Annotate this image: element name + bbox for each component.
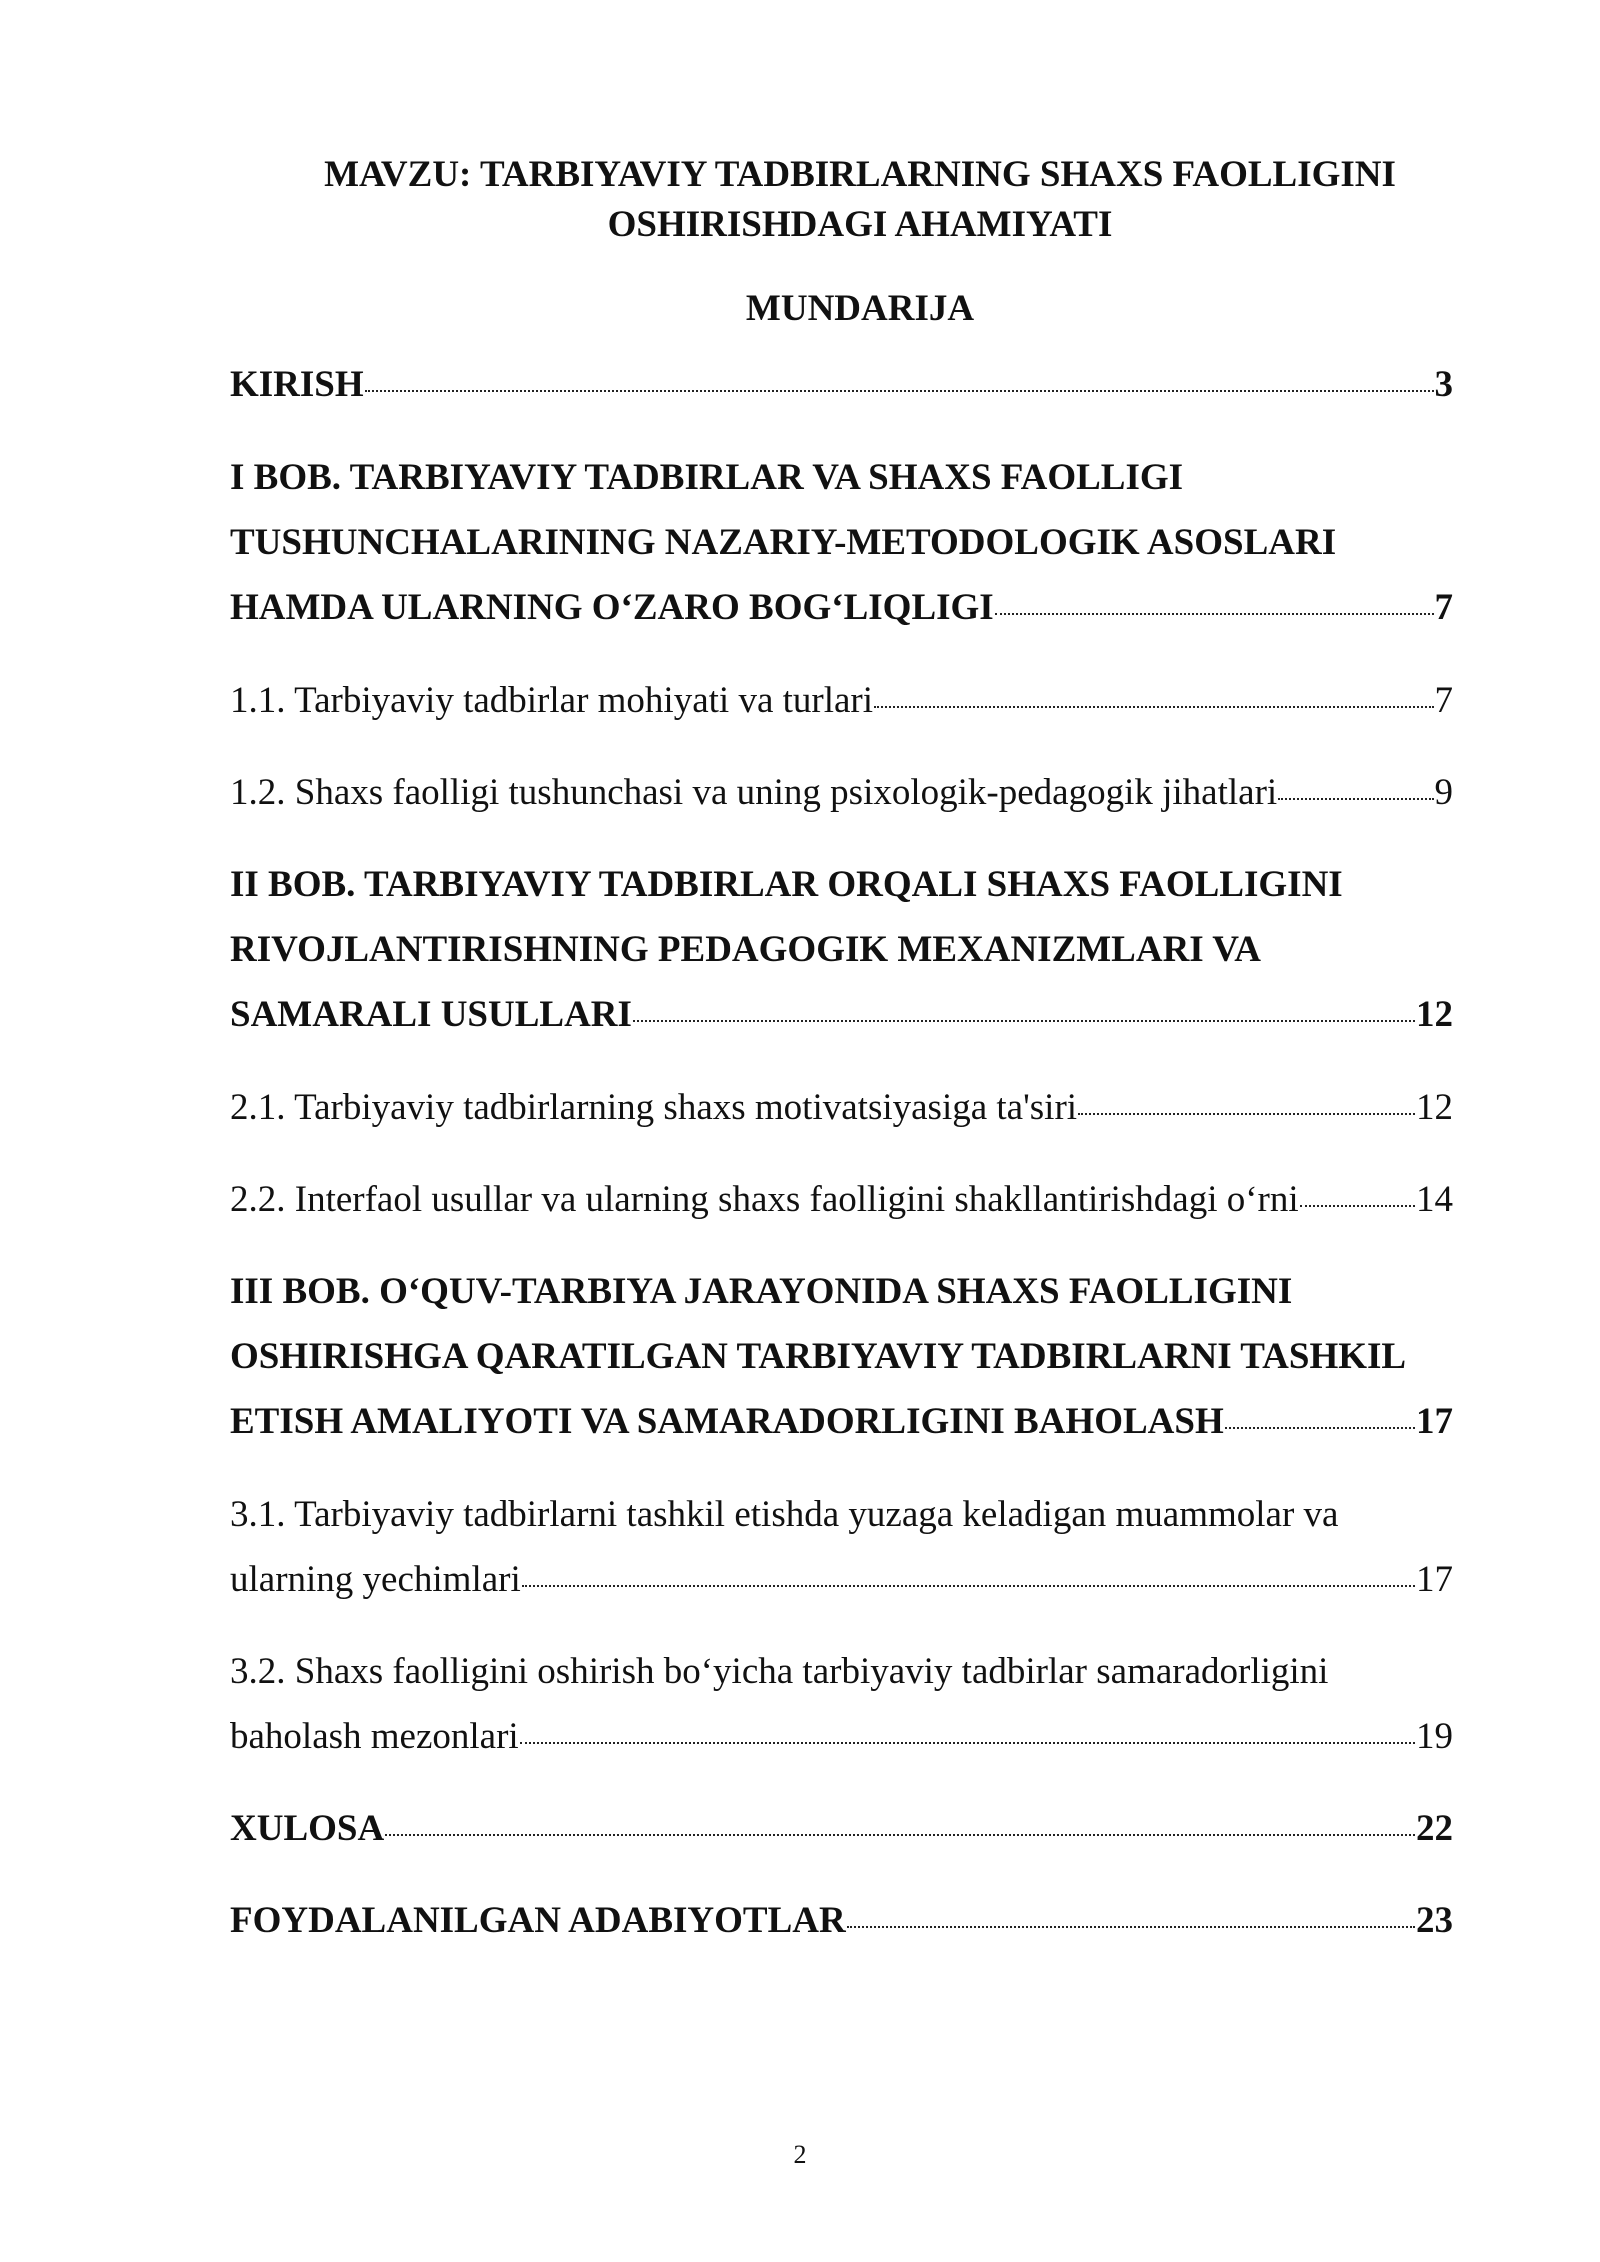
toc-heading: MUNDARIJA bbox=[745, 288, 975, 329]
toc-page-number: 7 bbox=[1434, 680, 1453, 721]
dot-leader bbox=[385, 1834, 1415, 1836]
toc-entry-label: KIRISH bbox=[230, 364, 364, 405]
toc-entry-chapter-3[interactable] bbox=[230, 1259, 1453, 1454]
toc-entry-section-3-1[interactable] bbox=[230, 1482, 1453, 1612]
toc-entry-label: 1.1. Tarbiyaviy tadbirlar mohiyati va turlari bbox=[230, 680, 874, 721]
toc-page-number: 3 bbox=[1434, 364, 1453, 405]
toc-entry-line: II BOB. TARBIYAVIY TADBIRLAR ORQALI SHAXS FAOLLIGINI bbox=[230, 864, 1343, 905]
dot-leader bbox=[1078, 1113, 1415, 1115]
toc-entry-label: baholash mezonlari bbox=[230, 1716, 519, 1757]
dot-leader bbox=[522, 1585, 1415, 1587]
toc-entry-label: SAMARALI USULLARI bbox=[230, 994, 632, 1035]
toc-entry-section-1-2[interactable] bbox=[230, 760, 1453, 825]
toc-page-number: 12 bbox=[1416, 994, 1453, 1035]
title-line-2: OSHIRISHDAGI AHAMIYATI bbox=[607, 204, 1113, 245]
toc-page-number: 17 bbox=[1416, 1559, 1453, 1600]
toc-entry-section-2-2[interactable] bbox=[230, 1167, 1453, 1232]
dot-leader bbox=[1225, 1427, 1415, 1429]
page-number: 2 bbox=[793, 2140, 807, 2169]
toc-page-number: 19 bbox=[1416, 1716, 1453, 1757]
dot-leader bbox=[847, 1926, 1415, 1928]
toc-entry-xulosa[interactable] bbox=[230, 1796, 1453, 1861]
toc-page-number: 12 bbox=[1416, 1087, 1453, 1128]
toc-entry-label: FOYDALANILGAN ADABIYOTLAR bbox=[230, 1900, 846, 1941]
toc-page-number: 9 bbox=[1434, 772, 1453, 813]
dot-leader bbox=[995, 613, 1434, 615]
toc-page-number: 14 bbox=[1416, 1179, 1453, 1220]
dot-leader bbox=[1278, 798, 1433, 800]
toc-entry-section-3-2[interactable] bbox=[230, 1639, 1453, 1769]
toc-entry-section-1-1[interactable] bbox=[230, 668, 1453, 733]
toc-entry-adabiyotlar[interactable] bbox=[230, 1888, 1453, 1953]
toc-entry-line: RIVOJLANTIRISHNING PEDAGOGIK MEXANIZMLARI VA bbox=[230, 929, 1261, 970]
toc-page-number: 23 bbox=[1416, 1900, 1453, 1941]
dot-leader bbox=[1300, 1205, 1415, 1207]
toc-page-number: 22 bbox=[1416, 1808, 1453, 1849]
toc-entry-section-2-1[interactable] bbox=[230, 1075, 1453, 1140]
toc-entry-line: TUSHUNCHALARINING NAZARIY-METODOLOGIK ASOSLARI bbox=[230, 522, 1337, 563]
toc-entry-label: 2.1. Tarbiyaviy tadbirlarning shaxs motivatsiyasiga ta'siri bbox=[230, 1087, 1078, 1128]
dot-leader bbox=[365, 390, 1434, 392]
toc-entry-label: 2.2. Interfaol usullar va ularning shaxs faolligini shakllantirishdagi o‘rni bbox=[230, 1179, 1299, 1220]
toc-entry-chapter-1[interactable] bbox=[230, 445, 1453, 640]
toc-entry-line: 3.1. Tarbiyaviy tadbirlarni tashkil etishda yuzaga keladigan muammolar va bbox=[230, 1494, 1339, 1535]
toc-entry-line: OSHIRISHGA QARATILGAN TARBIYAVIY TADBIRLARNI TASHKIL bbox=[230, 1336, 1407, 1377]
toc-entry-label: HAMDA ULARNING O‘ZARO BOG‘LIQLIGI bbox=[230, 587, 994, 628]
toc-entry-line: I BOB. TARBIYAVIY TADBIRLAR VA SHAXS FAOLLIGI bbox=[230, 457, 1184, 498]
toc-page-number: 7 bbox=[1434, 587, 1453, 628]
toc-entry-label: ularning yechimlari bbox=[230, 1559, 521, 1600]
document-title bbox=[230, 150, 1490, 250]
dot-leader bbox=[633, 1020, 1415, 1022]
toc-entry-kirish[interactable] bbox=[230, 352, 1453, 417]
toc-entry-label: XULOSA bbox=[230, 1808, 385, 1849]
title-line-1: MAVZU: TARBIYAVIY TADBIRLARNING SHAXS FAOLLIGINI bbox=[324, 154, 1396, 195]
toc-entry-line: III BOB. O‘QUV-TARBIYA JARAYONIDA SHAXS FAOLLIGINI bbox=[230, 1271, 1293, 1312]
dot-leader bbox=[874, 706, 1433, 708]
dot-leader bbox=[520, 1742, 1415, 1744]
toc-entry-label: 1.2. Shaxs faolligi tushunchasi va uning psixologik-pedagogik jihatlari bbox=[230, 772, 1278, 813]
toc-entry-line: 3.2. Shaxs faolligini oshirish bo‘yicha tarbiyaviy tadbirlar samaradorligini bbox=[230, 1651, 1329, 1692]
toc-page-number: 17 bbox=[1416, 1401, 1453, 1442]
toc-entry-label: ETISH AMALIYOTI VA SAMARADORLIGINI BAHOLASH bbox=[230, 1401, 1224, 1442]
toc-entry-chapter-2[interactable] bbox=[230, 852, 1453, 1047]
